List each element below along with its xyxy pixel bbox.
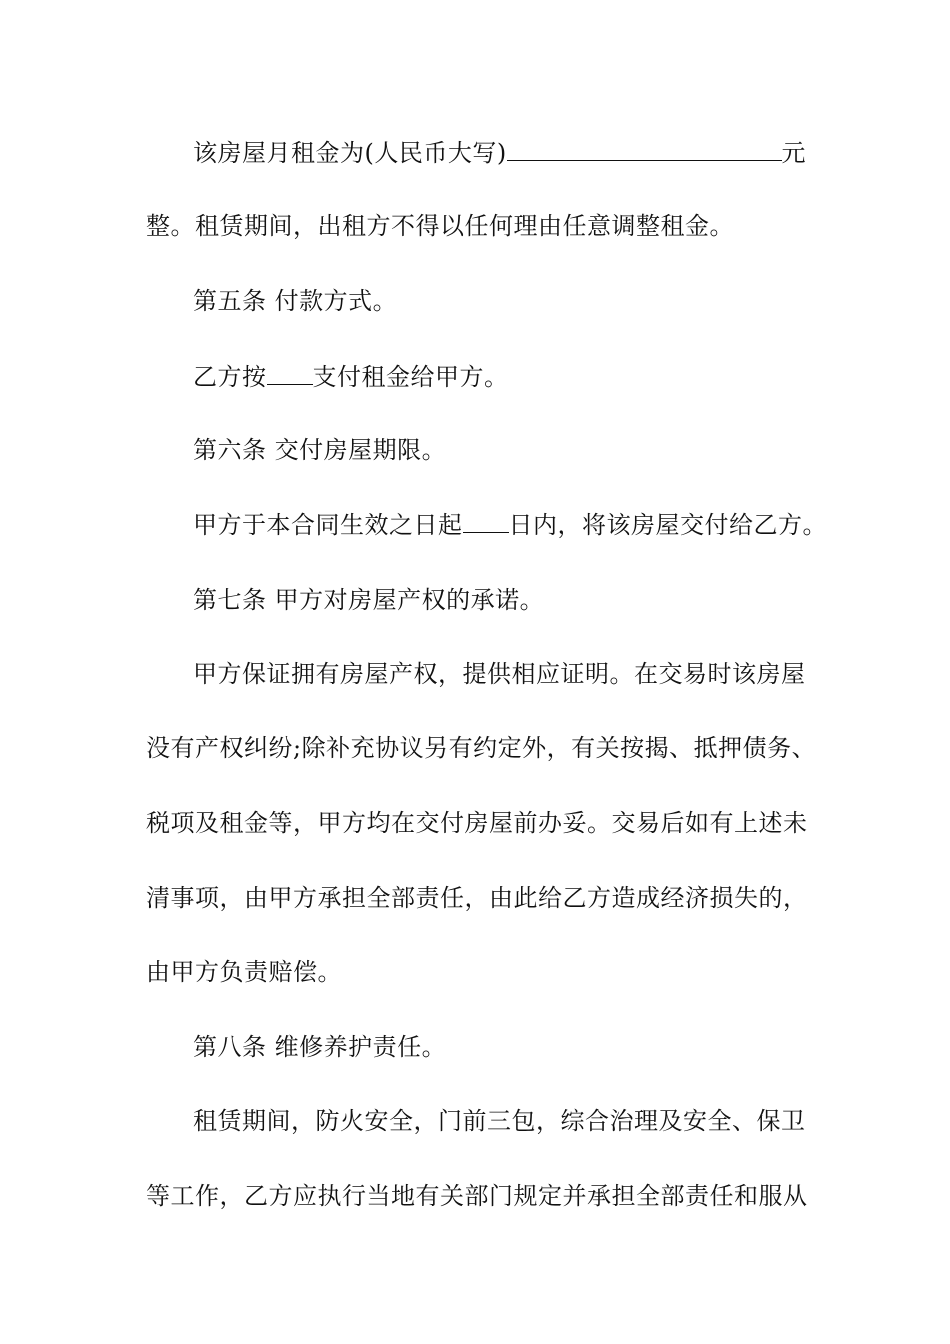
rent-amount-line xyxy=(193,138,806,168)
article-8-heading: 第八条 维修养护责任。 xyxy=(193,1033,447,1061)
payment-method-blank[interactable] xyxy=(267,362,313,385)
paragraph-line: 整。租赁期间，出租方不得以任何理由任意调整租金。 xyxy=(146,212,734,240)
delivery-term-line xyxy=(193,510,827,540)
paragraph-line: 租赁期间，防火安全，门前三包，综合治理及安全、保卫 xyxy=(193,1107,806,1135)
rent-amount-blank[interactable] xyxy=(507,138,782,161)
paragraph-line: 清事项，由甲方承担全部责任，由此给乙方造成经济损失的， xyxy=(146,884,808,912)
payment-method-line xyxy=(193,362,806,392)
payment-label: 乙方按 xyxy=(193,363,267,391)
article-7-heading: 第七条 甲方对房屋产权的承诺。 xyxy=(193,586,545,614)
paragraph-line: 等工作，乙方应执行当地有关部门规定并承担全部责任和服从 xyxy=(146,1182,808,1210)
paragraph-line: 甲方保证拥有房屋产权，提供相应证明。在交易时该房屋 xyxy=(193,660,806,688)
delivery-text: 日内，将该房屋交付给乙方。 xyxy=(508,511,827,539)
rent-amount-label: 该房屋月租金为(人民币大写) xyxy=(193,139,507,167)
rent-unit: 元 xyxy=(781,139,806,167)
paragraph-line: 没有产权纠纷;除补充协议另有约定外，有关按揭、抵押债务、 xyxy=(146,734,817,762)
payment-text: 支付租金给甲方。 xyxy=(312,363,509,391)
paragraph-line: 由甲方负责赔偿。 xyxy=(146,958,342,986)
delivery-days-blank[interactable] xyxy=(463,510,509,533)
article-5-heading: 第五条 付款方式。 xyxy=(193,287,398,315)
delivery-label: 甲方于本合同生效之日起 xyxy=(193,511,463,539)
article-6-heading: 第六条 交付房屋期限。 xyxy=(193,436,447,464)
paragraph-line: 税项及租金等，甲方均在交付房屋前办妥。交易后如有上述未 xyxy=(146,809,808,837)
